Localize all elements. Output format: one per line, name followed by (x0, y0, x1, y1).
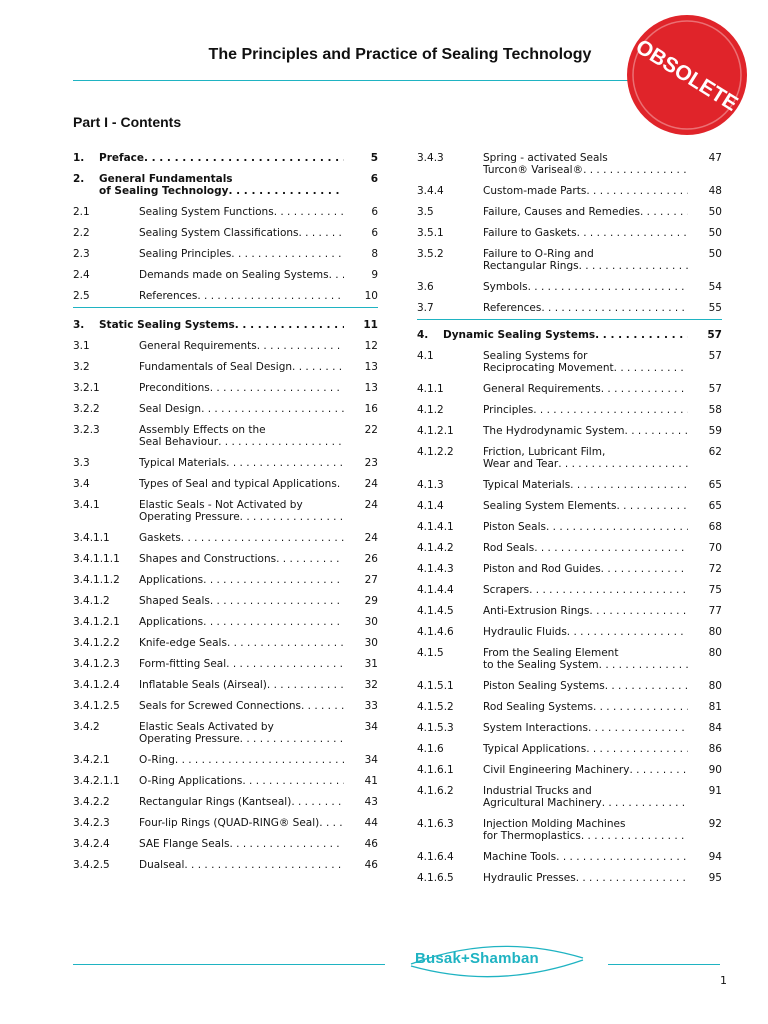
toc-entry-number: 3.4.1.2.1 (73, 616, 120, 628)
toc-entry-title: Typical Applications (483, 743, 587, 755)
toc-entry-page: 92 (708, 818, 722, 830)
toc-entry-number: 3.3 (73, 457, 90, 469)
toc-entry-page: 26 (364, 553, 378, 565)
toc-entry-number: 2.4 (73, 269, 90, 281)
brand-logo: Busak+Shamban (415, 950, 539, 967)
toc-entry-number: 3.4.1.1.1 (73, 553, 120, 565)
toc-entry-number: 4.1.5.1 (417, 680, 454, 692)
toc-entry-page: 91 (708, 785, 722, 797)
toc-entry-title: Four-lip Rings (QUAD-RING® Seal) (139, 817, 320, 829)
toc-entry-title: Applications (139, 574, 204, 586)
toc-entry-number: 3.4.2.4 (73, 838, 110, 850)
toc-entry-title: Industrial Trucks and (483, 785, 592, 797)
toc-entry (417, 743, 722, 764)
toc-entry-number: 3.4.2 (73, 721, 100, 733)
toc-entry (73, 499, 378, 532)
toc-entry (73, 382, 378, 403)
toc-entry (417, 227, 722, 248)
toc-entry-number: 3.4.1.2 (73, 595, 110, 607)
toc-entry-title: Sealing Principles (139, 248, 232, 260)
toc-entry-number: 3.4.2.3 (73, 817, 110, 829)
toc-entry-number: 3.4.1.2.4 (73, 679, 120, 691)
toc-entry-page: 80 (708, 680, 722, 692)
toc-entry-page: 81 (708, 701, 722, 713)
toc-entry-page: 9 (371, 269, 378, 281)
toc-entry-page: 90 (708, 764, 722, 776)
toc-entry-page: 24 (364, 532, 378, 544)
toc-entry-number: 3.5 (417, 206, 434, 218)
toc-entry-title: Injection Molding Machines (483, 818, 626, 830)
toc-entry-page: 59 (708, 425, 722, 437)
toc-entry-number: 4.1.5.2 (417, 701, 454, 713)
toc-entry-page: 24 (364, 478, 378, 490)
toc-entry-title: References (139, 290, 198, 302)
toc-entry-title: Seal Design (139, 403, 202, 415)
toc-entry-page: 47 (708, 152, 722, 164)
toc-entry-page: 80 (708, 626, 722, 638)
toc-entry (73, 227, 378, 248)
toc-entry (417, 500, 722, 521)
toc-entry (417, 383, 722, 404)
toc-entry-number: 4.1.6.1 (417, 764, 454, 776)
toc-entry-title: Dynamic Sealing Systems (443, 329, 596, 341)
toc-entry-title: Rod Seals (483, 542, 535, 554)
toc-entry (73, 838, 378, 859)
toc-entry-number: 4.1.4.1 (417, 521, 454, 533)
toc-entry-page: 13 (364, 361, 378, 373)
toc-entry-title: Preconditions (139, 382, 210, 394)
toc-entry-title: Fundamentals of Seal Design (139, 361, 293, 373)
toc-entry-page: 46 (364, 838, 378, 850)
toc-entry-page: 27 (364, 574, 378, 586)
toc-entry-title: General Requirements (139, 340, 257, 352)
toc-entry-title: Sealing System Elements (483, 500, 617, 512)
toc-entry-title: Reciprocating Movement (483, 362, 614, 374)
toc-entry-title: Friction, Lubricant Film, (483, 446, 606, 458)
toc-entry-page: 34 (364, 721, 378, 733)
toc-entry-number: 2.3 (73, 248, 90, 260)
toc-entry-title: Failure, Causes and Remedies (483, 206, 640, 218)
toc-entry (417, 404, 722, 425)
toc-entry-title: General Requirements (483, 383, 601, 395)
toc-entry-title: Form-fitting Seal (139, 658, 227, 670)
toc-entry (73, 637, 378, 658)
toc-entry-number: 3.4.1.2.5 (73, 700, 120, 712)
toc-entry-number: 3.5.1 (417, 227, 444, 239)
section-divider (417, 319, 722, 320)
toc-entry-title: Types of Seal and typical Applications (139, 478, 337, 490)
toc-entry-number: 3.4.2.2 (73, 796, 110, 808)
toc-entry-title: Civil Engineering Machinery (483, 764, 630, 776)
toc-entry-page: 55 (708, 302, 722, 314)
toc-entry (417, 542, 722, 563)
toc-entry-page: 72 (708, 563, 722, 575)
toc-entry-title: System Interactions (483, 722, 588, 734)
toc-entry-page: 57 (707, 329, 722, 341)
toc-entry-title: Shaped Seals (139, 595, 210, 607)
toc-entry-page: 95 (708, 872, 722, 884)
toc-entry-page: 5 (370, 152, 378, 164)
toc-entry (73, 574, 378, 595)
toc-entry (417, 722, 722, 743)
toc-entry-number: 3.4.3 (417, 152, 444, 164)
toc-entry-number: 3. (73, 319, 85, 331)
toc-entry-number: 3.7 (417, 302, 434, 314)
toc-entry (73, 248, 378, 269)
toc-entry-title: Turcon® Variseal® (483, 164, 584, 176)
toc-entry (73, 269, 378, 290)
toc-entry-number: 3.4.1.1 (73, 532, 110, 544)
toc-entry-page: 70 (708, 542, 722, 554)
toc-entry-title: Shapes and Constructions (139, 553, 277, 565)
toc-entry-title: Anti-Extrusion Rings (483, 605, 590, 617)
toc-entry (417, 479, 722, 500)
footer-rule-right (608, 964, 720, 965)
title-rule (73, 80, 720, 81)
toc-entry-title: Machine Tools (483, 851, 557, 863)
toc-entry-number: 3.4.1.1.2 (73, 574, 120, 586)
toc-entry-page: 46 (364, 859, 378, 871)
toc-entry-page: 29 (364, 595, 378, 607)
toc-entry-page: 77 (708, 605, 722, 617)
toc-entry-number: 3.4.1.2.3 (73, 658, 120, 670)
toc-entry (73, 796, 378, 817)
toc-entry-title: From the Sealing Element (483, 647, 619, 659)
toc-entry (73, 424, 378, 457)
toc-entry-page: 94 (708, 851, 722, 863)
toc-entry-number: 4.1.6.4 (417, 851, 454, 863)
toc-entry-number: 4.1.6.3 (417, 818, 454, 830)
toc-entry-title: Failure to Gaskets (483, 227, 577, 239)
toc-entry-number: 4.1.4 (417, 500, 444, 512)
toc-entry (417, 626, 722, 647)
toc-entry-number: 4.1.6 (417, 743, 444, 755)
toc-entry-page: 62 (708, 446, 722, 458)
toc-entry-page: 30 (364, 616, 378, 628)
toc-entry (417, 851, 722, 872)
toc-entry-title: Piston and Rod Guides (483, 563, 601, 575)
toc-entry (417, 764, 722, 785)
toc-entry-title: Preface (99, 152, 144, 164)
toc-entry-page: 31 (364, 658, 378, 670)
toc-entry-title: Operating Pressure (139, 511, 240, 523)
toc-entry (73, 152, 378, 173)
toc-entry (417, 818, 722, 851)
toc-entry-title: Hydraulic Presses (483, 872, 576, 884)
toc-entry-title: Failure to O-Ring and (483, 248, 594, 260)
toc-entry-title: of Sealing Technology (99, 185, 229, 197)
toc-entry-title: Rectangular Rings (Kantseal) (139, 796, 292, 808)
toc-entry-title: Inflatable Seals (Airseal) (139, 679, 267, 691)
toc-entry (73, 679, 378, 700)
toc-entry-title: Knife-edge Seals (139, 637, 227, 649)
toc-entry-number: 4.1.4.5 (417, 605, 454, 617)
toc-entry (417, 281, 722, 302)
page-number: 1 (720, 974, 727, 987)
toc-entry-number: 4.1.3 (417, 479, 444, 491)
toc-entry-page: 23 (364, 457, 378, 469)
toc-entry-title: Operating Pressure (139, 733, 240, 745)
toc-entry-title: Gaskets (139, 532, 181, 544)
toc-entry-title: O-Ring Applications (139, 775, 243, 787)
toc-entry-title: Seal Behaviour (139, 436, 219, 448)
toc-entry-number: 1. (73, 152, 85, 164)
toc-entry (73, 754, 378, 775)
toc-entry-number: 4.1.2 (417, 404, 444, 416)
toc-entry (73, 775, 378, 796)
toc-entry-number: 3.4.2.5 (73, 859, 110, 871)
toc-entry (417, 701, 722, 722)
toc-entry (417, 872, 722, 893)
toc-entry-number: 3.6 (417, 281, 434, 293)
toc-entry-number: 4. (417, 329, 429, 341)
toc-entry-page: 68 (708, 521, 722, 533)
toc-entry-title: for Thermoplastics (483, 830, 581, 842)
toc-entry-page: 33 (364, 700, 378, 712)
toc-entry-page: 12 (364, 340, 378, 352)
toc-entry-title: Sealing System Functions (139, 206, 274, 218)
stamp-text: OBSOLETE (631, 35, 742, 116)
toc-entry-number: 3.4.1 (73, 499, 100, 511)
toc-entry-number: 4.1.4.4 (417, 584, 454, 596)
toc-entry-page: 50 (708, 248, 722, 260)
toc-entry-page: 65 (708, 500, 722, 512)
toc-entry-title: Hydraulic Fluids (483, 626, 567, 638)
toc-entry-page: 75 (708, 584, 722, 596)
toc-entry (417, 647, 722, 680)
toc-entry-number: 4.1.6.5 (417, 872, 454, 884)
toc-entry-number: 2.1 (73, 206, 90, 218)
toc-entry-number: 4.1.5 (417, 647, 444, 659)
toc-entry (417, 446, 722, 479)
toc-right-column (417, 152, 722, 893)
toc-entry (73, 457, 378, 478)
toc-entry-page: 48 (708, 185, 722, 197)
toc-entry-number: 2. (73, 173, 85, 185)
toc-entry-number: 4.1.6.2 (417, 785, 454, 797)
toc-entry-title: Demands made on Sealing Systems (139, 269, 329, 281)
toc-entry (417, 785, 722, 818)
toc-entry-title: Scrapers (483, 584, 530, 596)
toc-entry-title: Elastic Seals Activated by (139, 721, 274, 733)
toc-entry-page: 30 (364, 637, 378, 649)
toc-entry-page: 44 (364, 817, 378, 829)
toc-entry-number: 3.2.1 (73, 382, 100, 394)
toc-entry-title: SAE Flange Seals (139, 838, 230, 850)
toc-entry-number: 3.2.3 (73, 424, 100, 436)
toc-entry-title: Custom-made Parts (483, 185, 587, 197)
toc-entry-number: 4.1.2.2 (417, 446, 454, 458)
toc-entry-page: 8 (371, 248, 378, 260)
toc-entry (417, 425, 722, 446)
toc-entry-page: 34 (364, 754, 378, 766)
toc-entry-number: 4.1.4.3 (417, 563, 454, 575)
toc-entry-number: 4.1.5.3 (417, 722, 454, 734)
contents-heading: Part I - Contents (73, 114, 182, 130)
toc-entry (73, 700, 378, 721)
toc-entry-page: 50 (708, 227, 722, 239)
toc-entry (73, 173, 378, 206)
toc-left-column (73, 152, 378, 880)
toc-entry (73, 721, 378, 754)
toc-entry-number: 4.1 (417, 350, 434, 362)
toc-entry (73, 859, 378, 880)
toc-entry (73, 319, 378, 340)
toc-entry-page: 58 (708, 404, 722, 416)
toc-entry-page: 6 (371, 227, 378, 239)
toc-entry-number: 3.4.1.2.2 (73, 637, 120, 649)
toc-entry-number: 3.4.2.1 (73, 754, 110, 766)
footer-rule-left (73, 964, 385, 965)
toc-entry-page: 41 (364, 775, 378, 787)
toc-entry-title: Piston Sealing Systems (483, 680, 605, 692)
toc-entry (417, 206, 722, 227)
toc-entry (417, 605, 722, 626)
toc-entry-title: Typical Materials (483, 479, 571, 491)
toc-entry (417, 185, 722, 206)
toc-entry-number: 3.4 (73, 478, 90, 490)
toc-entry-page: 16 (364, 403, 378, 415)
toc-entry (73, 403, 378, 424)
toc-entry-title: Rod Sealing Systems (483, 701, 593, 713)
toc-entry-title: General Fundamentals (99, 173, 233, 185)
toc-entry-number: 3.2 (73, 361, 90, 373)
toc-entry-title: Dualseal (139, 859, 185, 871)
toc-entry (417, 152, 722, 185)
toc-entry (73, 616, 378, 637)
toc-entry-title: Agricultural Machinery (483, 797, 602, 809)
toc-entry-page: 86 (708, 743, 722, 755)
toc-entry-number: 3.2.2 (73, 403, 100, 415)
toc-entry-title: Assembly Effects on the (139, 424, 266, 436)
toc-entry (417, 521, 722, 542)
toc-entry-title: Principles (483, 404, 534, 416)
toc-entry (73, 817, 378, 838)
section-divider (73, 307, 378, 308)
toc-entry (417, 350, 722, 383)
toc-entry-number: 4.1.2.1 (417, 425, 454, 437)
toc-entry-page: 54 (708, 281, 722, 293)
toc-entry-title: Piston Seals (483, 521, 546, 533)
toc-entry-page: 11 (363, 319, 378, 331)
toc-entry-title: O-Ring (139, 754, 175, 766)
toc-entry (73, 553, 378, 574)
toc-entry-page: 57 (708, 350, 722, 362)
toc-entry-number: 3.1 (73, 340, 90, 352)
toc-entry-page: 50 (708, 206, 722, 218)
toc-entry-number: 2.5 (73, 290, 90, 302)
toc-entry-title: Typical Materials (139, 457, 227, 469)
toc-entry-number: 3.4.2.1.1 (73, 775, 120, 787)
toc-entry (73, 361, 378, 382)
toc-entry-page: 57 (708, 383, 722, 395)
toc-entry-number: 2.2 (73, 227, 90, 239)
toc-entry-title: Static Sealing Systems (99, 319, 235, 331)
toc-entry-page: 80 (708, 647, 722, 659)
toc-entry-page: 13 (364, 382, 378, 394)
toc-entry-page: 10 (364, 290, 378, 302)
toc-entry-title: to the Sealing System (483, 659, 599, 671)
toc-entry (73, 340, 378, 361)
toc-entry-title: Symbols (483, 281, 528, 293)
toc-entry-title: References (483, 302, 542, 314)
toc-entry-title: Applications (139, 616, 204, 628)
toc-entry-title: Spring - activated Seals (483, 152, 608, 164)
toc-entry-number: 4.1.1 (417, 383, 444, 395)
toc-entry-number: 4.1.4.2 (417, 542, 454, 554)
toc-entry-page: 6 (370, 173, 378, 185)
toc-entry-page: 22 (364, 424, 378, 436)
toc-entry (417, 584, 722, 605)
toc-entry-page: 32 (364, 679, 378, 691)
toc-entry (417, 680, 722, 701)
toc-entry-title: Seals for Screwed Connections (139, 700, 301, 712)
toc-entry (73, 595, 378, 616)
toc-entry-title: Rectangular Rings (483, 260, 579, 272)
toc-entry-number: 4.1.4.6 (417, 626, 454, 638)
toc-entry (73, 206, 378, 227)
toc-entry (417, 563, 722, 584)
toc-entry-title: The Hydrodynamic System (483, 425, 625, 437)
toc-entry-page: 84 (708, 722, 722, 734)
toc-entry-title: Wear and Tear (483, 458, 559, 470)
toc-entry (73, 532, 378, 553)
toc-entry-number: 3.4.4 (417, 185, 444, 197)
toc-entry (73, 478, 378, 499)
toc-entry-number: 3.5.2 (417, 248, 444, 260)
toc-entry-title: Elastic Seals - Not Activated by (139, 499, 303, 511)
toc-entry (417, 329, 722, 350)
toc-entry (73, 658, 378, 679)
toc-entry-title: Sealing Systems for (483, 350, 588, 362)
toc-entry-page: 43 (364, 796, 378, 808)
toc-entry-page: 6 (371, 206, 378, 218)
page-title: The Principles and Practice of Sealing Technology (208, 46, 592, 63)
obsolete-stamp (624, 12, 750, 138)
toc-entry-title: Sealing System Classifications (139, 227, 299, 239)
toc-entry (417, 248, 722, 281)
toc-entry-page: 24 (364, 499, 378, 511)
toc-entry-page: 65 (708, 479, 722, 491)
